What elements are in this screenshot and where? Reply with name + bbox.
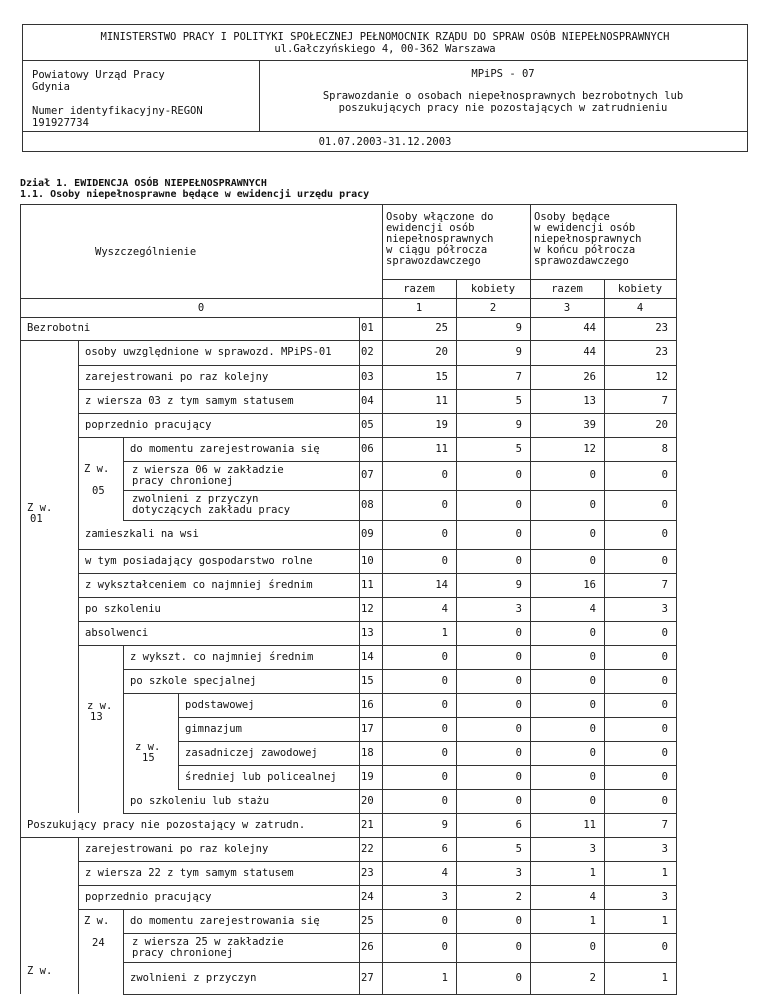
subheader-razem: razem <box>551 283 583 295</box>
row-value: 0 <box>441 698 448 711</box>
row-number: 08 <box>361 498 374 511</box>
row-rule <box>78 645 677 646</box>
row-value: 23 <box>655 346 668 358</box>
row-value: 9 <box>515 346 522 358</box>
row-value: 19 <box>435 418 448 431</box>
row-rule <box>123 490 677 491</box>
row-number: 10 <box>361 554 374 567</box>
row-value: 3 <box>515 866 522 879</box>
row-label: zwolnieni z przyczyn <box>132 493 259 505</box>
report-title-line2: poszukujących pracy nie pozostających w zatrudnieniu <box>338 102 668 114</box>
row-value: 0 <box>589 528 596 540</box>
row-value: 0 <box>661 498 668 511</box>
row-number: 12 <box>361 602 374 615</box>
row-value: 25 <box>435 322 448 334</box>
row-label: z wiersza 25 w zakładzie <box>132 936 284 948</box>
row-label: z wiersza 03 z tym samym statusem <box>85 394 294 407</box>
row-number: 09 <box>361 528 374 540</box>
row-value: 7 <box>661 394 668 407</box>
row-value: 0 <box>589 794 596 807</box>
row-label: Poszukujący pracy nie pozostający w zatrudn. <box>27 818 306 831</box>
row-value: 6 <box>515 818 522 831</box>
column-header-spec: Wyszczególnienie <box>95 246 197 258</box>
row-label: gimnazjum <box>185 722 242 735</box>
row-value: 0 <box>661 722 668 735</box>
row-value: 0 <box>515 554 522 567</box>
office-block <box>23 61 260 131</box>
bracket-label-zw05: Z w. <box>84 463 110 475</box>
bracket-label-zw21: Z w. <box>27 965 53 977</box>
bracket-rule-zw01 <box>78 340 79 813</box>
index-label: 4 <box>636 302 644 314</box>
ministry-address: ul.Gałczyńskiego 4, 00-362 Warszawa <box>274 43 496 55</box>
index-label: 0 <box>197 302 205 314</box>
row-value: 1 <box>661 971 668 984</box>
row-value: 12 <box>583 442 596 455</box>
row-value: 5 <box>515 842 522 855</box>
bracket-label-zw24: Z w. <box>84 915 110 927</box>
office-name: Powiatowy Urząd Pracy <box>32 69 165 81</box>
row-value: 13 <box>583 394 596 407</box>
form-code: MPiPS - 07 <box>471 68 535 80</box>
row-value: 11 <box>583 818 596 831</box>
row-label: z wykszt. co najmniej średnim <box>130 650 314 663</box>
row-value: 0 <box>661 469 668 481</box>
row-value: 2 <box>589 971 596 984</box>
row-value: 0 <box>661 674 668 687</box>
row-value: 0 <box>589 498 596 511</box>
row-value: 9 <box>441 818 448 831</box>
row-value: 3 <box>661 890 668 903</box>
row-value: 0 <box>589 554 596 567</box>
column-group-1-header: niepełnosprawnych <box>386 233 494 245</box>
row-rule <box>123 520 677 521</box>
row-value: 2 <box>515 890 522 903</box>
row-label: do momentu zarejestrowania się <box>130 914 320 927</box>
row-value: 5 <box>515 442 522 455</box>
row-value: 0 <box>441 528 448 540</box>
row-rule <box>78 861 677 862</box>
row-value: 16 <box>583 578 596 591</box>
row-value: 0 <box>515 770 522 783</box>
row-rule <box>78 413 677 414</box>
row-value: 0 <box>661 554 668 567</box>
row-value: 0 <box>661 626 668 639</box>
records-table <box>20 204 765 994</box>
column-group-1-header: ewidencji osób <box>386 222 475 234</box>
row-label: zasadniczej zawodowej <box>185 746 318 759</box>
row-value: 9 <box>515 418 522 431</box>
row-value: 4 <box>441 602 448 615</box>
bracket-rule-zw24 <box>123 909 124 994</box>
row-number: 04 <box>361 394 374 407</box>
row-label: z wiersza 06 w zakładzie <box>132 464 284 476</box>
row-value: 7 <box>515 370 522 383</box>
header-index-rule <box>20 298 677 299</box>
row-rule <box>123 962 677 963</box>
form-block <box>259 61 747 131</box>
row-label: zwolnieni z przyczyn <box>130 971 257 984</box>
row-value: 20 <box>655 418 668 431</box>
row-label: pracy chronionej <box>132 475 234 487</box>
subheader-razem: razem <box>403 283 435 295</box>
row-value: 0 <box>661 794 668 807</box>
row-number: 16 <box>361 698 374 711</box>
row-value: 0 <box>441 746 448 759</box>
row-value: 0 <box>441 650 448 663</box>
row-label: z wykształceniem co najmniej średnim <box>85 578 313 591</box>
row-value: 0 <box>589 698 596 711</box>
header-bottom-rule <box>20 317 677 318</box>
row-value: 14 <box>435 578 448 591</box>
row-value: 0 <box>441 914 448 927</box>
row-value: 3 <box>441 890 448 903</box>
row-number: 26 <box>361 941 374 953</box>
bracket-rule-zw13 <box>123 645 124 813</box>
row-value: 0 <box>661 941 668 953</box>
row-value: 0 <box>515 498 522 511</box>
row-value: 0 <box>661 770 668 783</box>
row-value: 0 <box>515 722 522 735</box>
row-value: 0 <box>515 794 522 807</box>
bracket-label-zw05: 05 <box>92 485 105 497</box>
row-rule <box>178 789 677 790</box>
row-rule <box>178 717 677 718</box>
row-value: 8 <box>661 442 668 455</box>
report-header <box>22 24 748 152</box>
index-label: 1 <box>415 302 423 314</box>
row-number-rule <box>359 317 360 994</box>
row-value: 0 <box>441 469 448 481</box>
row-value: 20 <box>435 346 448 358</box>
row-value: 0 <box>589 626 596 639</box>
row-number: 15 <box>361 674 374 687</box>
column-group-1-header: sprawozdawczego <box>386 255 481 267</box>
row-value: 0 <box>589 746 596 759</box>
header-top-rule <box>20 204 677 205</box>
row-label: w tym posiadający gospodarstwo rolne <box>85 554 313 567</box>
row-value: 44 <box>583 322 596 334</box>
row-value: 3 <box>661 602 668 615</box>
column-group-2-header: w końcu półrocza <box>534 244 636 256</box>
row-value: 0 <box>441 674 448 687</box>
row-value: 26 <box>583 370 596 383</box>
row-rule <box>178 741 677 742</box>
row-number: 01 <box>361 322 374 334</box>
row-value: 0 <box>515 746 522 759</box>
section-title: Dział 1. EWIDENCJA OSÓB NIEPEŁNOSPRAWNYCH <box>20 178 267 189</box>
row-label: do momentu zarejestrowania się <box>130 442 320 455</box>
row-number: 07 <box>361 469 374 481</box>
row-number: 27 <box>361 971 374 984</box>
row-number: 24 <box>361 890 374 903</box>
row-rule <box>20 837 677 838</box>
row-number: 13 <box>361 626 374 639</box>
row-label: po szkoleniu <box>85 602 161 615</box>
row-value: 0 <box>589 674 596 687</box>
bracket-label-zw01: Z w. <box>27 502 53 514</box>
row-rule <box>78 621 677 622</box>
row-value: 1 <box>589 866 596 879</box>
row-label: po szkoleniu lub stażu <box>130 794 270 807</box>
row-rule <box>78 549 677 550</box>
row-number: 21 <box>361 818 374 831</box>
row-value: 3 <box>515 602 522 615</box>
row-value: 7 <box>661 818 668 831</box>
row-number: 06 <box>361 442 374 455</box>
row-label: Bezrobotni <box>27 322 91 334</box>
row-rule <box>78 909 677 910</box>
row-label: pracy chronionej <box>132 947 234 959</box>
row-value: 11 <box>435 442 448 455</box>
row-value: 4 <box>589 890 596 903</box>
row-number: 14 <box>361 650 374 663</box>
column-group-2-header: w ewidencji osób <box>534 222 636 234</box>
row-value: 0 <box>515 674 522 687</box>
row-value: 23 <box>655 322 668 334</box>
column-group-1-header: w ciągu półrocza <box>386 244 488 256</box>
row-value: 1 <box>589 914 596 927</box>
row-number: 25 <box>361 914 374 927</box>
row-value: 4 <box>589 602 596 615</box>
row-value: 0 <box>515 650 522 663</box>
row-value: 0 <box>589 650 596 663</box>
row-label: dotyczących zakładu pracy <box>132 504 291 516</box>
row-label: absolwenci <box>85 626 149 639</box>
row-rule <box>78 885 677 886</box>
row-value: 0 <box>515 914 522 927</box>
bracket-rule-zw21 <box>78 837 79 994</box>
row-rule <box>78 437 677 438</box>
ministry-block <box>23 25 747 61</box>
row-number: 11 <box>361 578 374 591</box>
row-label: średniej lub policealnej <box>185 770 337 783</box>
row-value: 0 <box>515 626 522 639</box>
index-label: 3 <box>563 302 571 314</box>
bracket-label-zw24: 24 <box>92 937 105 949</box>
row-value: 0 <box>515 528 522 540</box>
row-rule <box>78 597 677 598</box>
row-label: zarejestrowani po raz kolejny <box>85 842 269 855</box>
index-label: 2 <box>489 302 497 314</box>
row-label: zarejestrowani po raz kolejny <box>85 370 269 383</box>
row-rule <box>78 389 677 390</box>
row-label: poprzednio pracujący <box>85 418 212 431</box>
row-value: 1 <box>661 866 668 879</box>
row-value: 0 <box>515 469 522 481</box>
row-rule <box>178 765 677 766</box>
row-rule <box>123 813 677 814</box>
row-value: 15 <box>435 370 448 383</box>
row-value: 0 <box>515 941 522 953</box>
row-value: 0 <box>589 941 596 953</box>
row-value: 0 <box>441 554 448 567</box>
regon-value: 191927734 <box>32 117 89 129</box>
row-value: 5 <box>515 394 522 407</box>
row-value: 0 <box>515 698 522 711</box>
column-group-1-header: Osoby włączone do <box>386 211 494 223</box>
row-rule <box>20 340 677 341</box>
row-number: 22 <box>361 842 374 855</box>
row-value: 0 <box>441 770 448 783</box>
row-value: 9 <box>515 578 522 591</box>
row-value: 0 <box>441 498 448 511</box>
table-right-border <box>676 204 677 994</box>
row-label: poprzednio pracujący <box>85 890 212 903</box>
column-group-2-header: Osoby będące <box>534 211 610 223</box>
row-label: osoby uwzględnione w sprawozd. MPiPS-01 <box>85 346 332 358</box>
row-value: 0 <box>661 698 668 711</box>
bracket-label-zw13: z w. <box>87 700 113 712</box>
subheader-kobiety: kobiety <box>617 283 663 295</box>
report-period: 01.07.2003-31.12.2003 <box>318 136 452 148</box>
table-left-border <box>20 204 21 994</box>
row-value: 44 <box>583 346 596 358</box>
row-rule <box>78 573 677 574</box>
bracket-label-zw15: 15 <box>142 752 155 764</box>
row-number: 18 <box>361 746 374 759</box>
row-value: 7 <box>661 578 668 591</box>
row-value: 3 <box>661 842 668 855</box>
row-number: 17 <box>361 722 374 735</box>
row-number: 02 <box>361 346 374 358</box>
row-rule <box>123 669 677 670</box>
column-group-2-header: niepełnosprawnych <box>534 233 642 245</box>
row-value: 1 <box>441 971 448 984</box>
row-value: 3 <box>589 842 596 855</box>
row-number: 05 <box>361 418 374 431</box>
row-value: 0 <box>589 469 596 481</box>
row-label: z wiersza 22 z tym samym statusem <box>85 866 294 879</box>
bracket-label-zw13: 13 <box>90 711 103 723</box>
row-value: 0 <box>515 971 522 984</box>
column-group-2-header: sprawozdawczego <box>534 255 629 267</box>
row-number: 03 <box>361 370 374 383</box>
row-value: 0 <box>441 941 448 953</box>
row-value: 12 <box>655 370 668 383</box>
row-value: 4 <box>441 866 448 879</box>
row-label: podstawowej <box>185 698 255 711</box>
row-value: 39 <box>583 418 596 431</box>
bracket-rule-zw05 <box>123 437 124 520</box>
section-subtitle: 1.1. Osoby niepełnosprawne będące w ewidencji urzędu pracy <box>20 189 370 200</box>
bracket-label-zw01: 01 <box>30 513 43 525</box>
row-value: 11 <box>435 394 448 407</box>
row-value: 0 <box>441 794 448 807</box>
row-number: 23 <box>361 866 374 879</box>
row-value: 0 <box>589 722 596 735</box>
row-value: 1 <box>441 626 448 639</box>
row-label: zamieszkali na wsi <box>85 528 199 540</box>
header-sub-rule <box>382 279 676 280</box>
row-value: 0 <box>589 770 596 783</box>
row-value: 0 <box>441 722 448 735</box>
bracket-label-zw15: z w. <box>135 741 161 753</box>
row-rule <box>123 693 677 694</box>
row-number: 19 <box>361 770 374 783</box>
row-value: 1 <box>661 914 668 927</box>
row-value: 6 <box>441 842 448 855</box>
row-rule <box>123 933 677 934</box>
ministry-name: MINISTERSTWO PRACY I POLITYKI SPOŁECZNEJ PEŁNOMOCNIK RZĄDU DO SPRAW OSÓB NIEPEŁNOSPRAWNYCH <box>100 31 670 43</box>
row-value: 9 <box>515 322 522 334</box>
report-title-line1: Sprawozdanie o osobach niepełnosprawnych bezrobotnych lub <box>322 90 684 102</box>
row-label: po szkole specjalnej <box>130 674 257 687</box>
row-value: 0 <box>661 746 668 759</box>
bracket-rule-zw15 <box>178 693 179 789</box>
row-value: 0 <box>661 528 668 540</box>
regon-label: Numer identyfikacyjny-REGON <box>32 105 203 117</box>
office-city: Gdynia <box>32 81 70 93</box>
row-number: 20 <box>361 794 374 807</box>
row-rule <box>78 365 677 366</box>
row-rule <box>123 461 677 462</box>
subheader-kobiety: kobiety <box>470 283 516 295</box>
row-value: 0 <box>661 650 668 663</box>
